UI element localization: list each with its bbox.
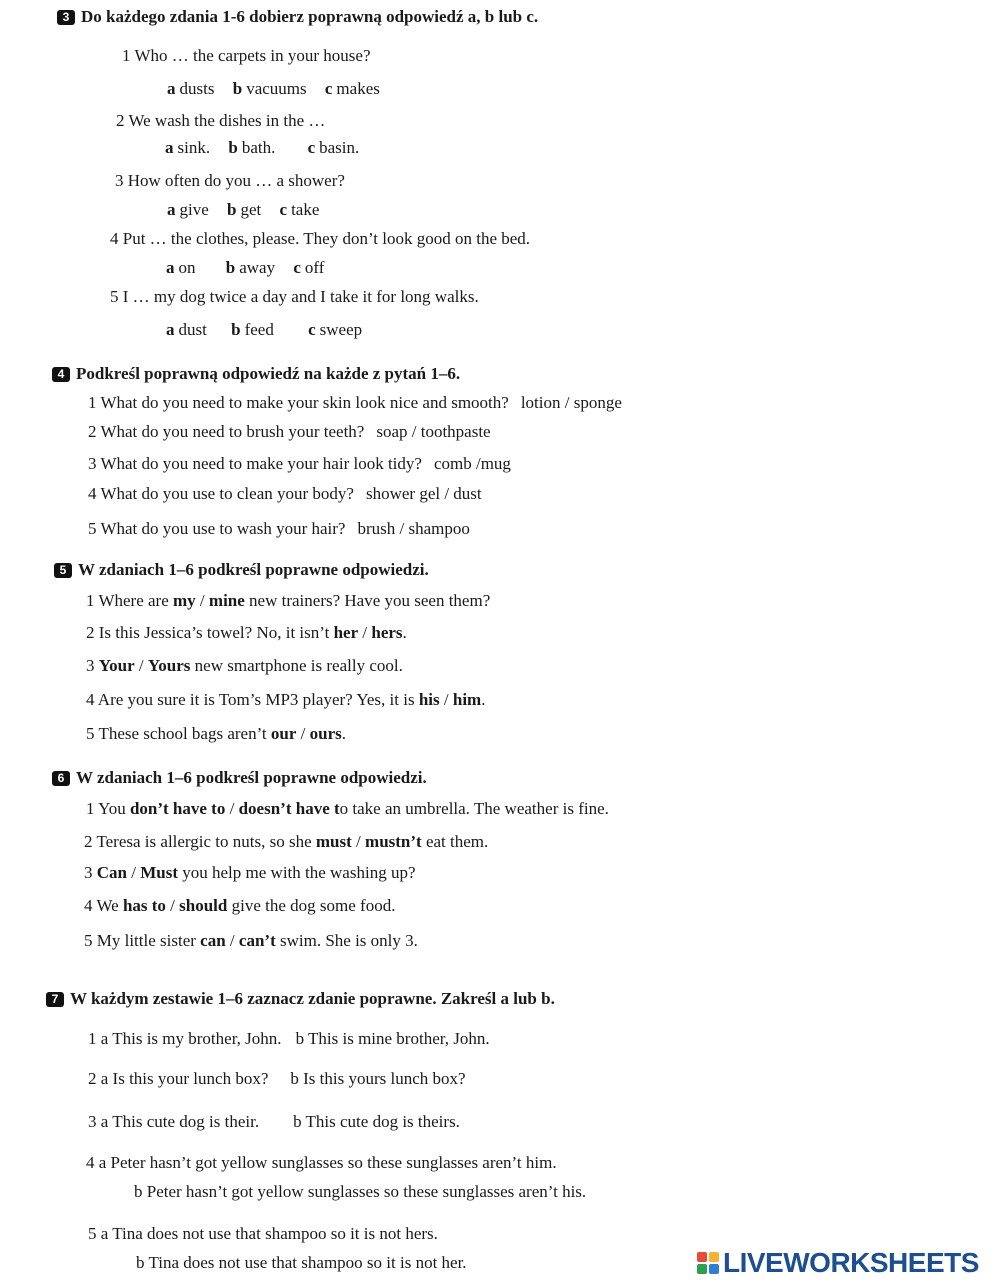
ex7-item-3 <box>88 1112 460 1132</box>
liveworksheets-logo <box>697 1247 979 1279</box>
choice-1[interactable]: don’t have to <box>129 799 226 818</box>
ex6-item-3: 3 Can / Must you help me with the washing up? <box>84 863 416 882</box>
ex4-item-3: 3 What do you need to make your hair look tidy? comb /mug <box>88 454 511 473</box>
choice-2[interactable]: ours <box>309 724 342 743</box>
choice-2[interactable]: hers <box>371 623 403 642</box>
ex4-item-1: 1 What do you need to make your skin look nice and smooth? lotion / sponge <box>88 393 622 412</box>
option-b[interactable]: b feed <box>231 320 274 339</box>
ex6-item-4: 4 We has to / should give the dog some food. <box>84 896 396 915</box>
answer-choice[interactable]: comb /mug <box>433 454 511 473</box>
ex4-item-4: 4 What do you use to clean your body? shower gel / dust <box>88 484 482 503</box>
option-c[interactable]: c basin. <box>307 138 360 157</box>
ex5-item-5: 5 These school bags aren’t our / ours. <box>86 724 347 743</box>
ex6-item-5: 5 My little sister can / can’t swim. She is only 3. <box>84 931 418 950</box>
exercise-3-header <box>57 7 538 27</box>
ex4-item-2: 2 What do you need to brush your teeth? soap / toothpaste <box>88 422 491 441</box>
ex7-item-2 <box>88 1069 466 1089</box>
exercise-6-header <box>52 768 427 788</box>
option-a[interactable]: a dust <box>166 320 207 339</box>
option-c[interactable]: c take <box>279 200 320 219</box>
exercise-5-instruction: W zdaniach 1–6 podkreśl poprawne odpowiedzi. <box>78 560 429 579</box>
choice-1[interactable]: has to <box>122 896 166 915</box>
ex6-item-1: 1 You don’t have to / doesn’t have to take an umbrella. The weather is fine. <box>86 799 609 818</box>
ex3-question-1: 1 Who … the carpets in your house? <box>122 46 371 65</box>
option-a[interactable]: 2 a Is this your lunch box? <box>88 1069 269 1088</box>
option-a[interactable]: a sink. <box>165 138 211 157</box>
exercise-4-header <box>52 364 460 384</box>
ex4-item-5: 5 What do you use to wash your hair? brush / shampoo <box>88 519 470 538</box>
exercise-3-instruction: Do każdego zdania 1-6 dobierz poprawną odpowiedź a, b lub c. <box>81 7 539 26</box>
ex3-options-1 <box>167 79 394 99</box>
option-a[interactable]: a on <box>166 258 196 277</box>
ex3-options-3 <box>167 200 333 220</box>
choice-2[interactable]: doesn’t have t <box>238 799 340 818</box>
choice-1[interactable]: Your <box>98 656 135 675</box>
ex3-question-4: 4 Put … the clothes, please. They don’t look good on the bed. <box>110 229 531 248</box>
ex6-item-2: 2 Teresa is allergic to nuts, so she must / mustn’t eat them. <box>84 832 489 851</box>
option-a[interactable]: 1 a This is my brother, John. <box>88 1029 282 1048</box>
ex7-item-4a[interactable]: 4 a Peter hasn’t got yellow sunglasses so these sunglasses aren’t him. <box>86 1153 557 1172</box>
exercise-number-badge: 6 <box>52 771 70 786</box>
choice-1[interactable]: must <box>315 832 352 851</box>
ex5-item-3: 3 Your / Yours new smartphone is really cool. <box>86 656 403 675</box>
logo-text: LIVEWORKSHEETS <box>723 1247 979 1278</box>
option-b[interactable]: b get <box>227 200 262 219</box>
ex5-item-2: 2 Is this Jessica’s towel? No, it isn’t her / hers. <box>86 623 407 642</box>
ex5-item-4: 4 Are you sure it is Tom’s MP3 player? Yes, it is his / him. <box>86 690 486 709</box>
liveworksheets-mark-icon <box>697 1252 719 1274</box>
option-a[interactable]: 3 a This cute dog is their. <box>88 1112 260 1131</box>
exercise-number-badge: 7 <box>46 992 64 1007</box>
ex3-options-5 <box>166 320 376 340</box>
option-c[interactable]: c makes <box>324 79 380 98</box>
option-b[interactable]: b bath. <box>228 138 276 157</box>
exercise-number-badge: 3 <box>57 10 75 25</box>
ex7-item-5a[interactable]: 5 a Tina does not use that shampoo so it is not hers. <box>88 1224 438 1243</box>
option-b[interactable]: b Is this yours lunch box? <box>290 1069 466 1088</box>
option-c[interactable]: c sweep <box>308 320 363 339</box>
option-a[interactable]: a give <box>167 200 209 219</box>
ex3-question-5: 5 I … my dog twice a day and I take it for long walks. <box>110 287 479 306</box>
answer-choice[interactable]: brush / shampoo <box>357 519 470 538</box>
answer-choice[interactable]: lotion / sponge <box>520 393 622 412</box>
choice-2[interactable]: him <box>452 690 482 709</box>
choice-2[interactable]: Must <box>140 863 178 882</box>
option-b[interactable]: b This cute dog is theirs. <box>293 1112 460 1131</box>
choice-2[interactable]: should <box>179 896 228 915</box>
ex7-item-5b[interactable]: b Tina does not use that shampoo so it is not her. <box>136 1253 467 1272</box>
choice-2[interactable]: can’t <box>238 931 276 950</box>
option-b[interactable]: b This is mine brother, John. <box>295 1029 490 1048</box>
ex7-item-4b[interactable]: b Peter hasn’t got yellow sunglasses so these sunglasses aren’t his. <box>134 1182 587 1201</box>
choice-1[interactable]: our <box>270 724 297 743</box>
option-b[interactable]: b vacuums <box>232 79 307 98</box>
choice-1[interactable]: her <box>333 623 359 642</box>
choice-2[interactable]: mustn’t <box>365 832 422 851</box>
ex3-options-4 <box>166 258 338 278</box>
choice-1[interactable]: my <box>173 591 196 610</box>
exercise-7-instruction: W każdym zestawie 1–6 zaznacz zdanie poprawne. Zakreśl a lub b. <box>70 989 555 1008</box>
choice-1[interactable]: Can <box>96 863 127 882</box>
ex3-question-3: 3 How often do you … a shower? <box>115 171 345 190</box>
option-a[interactable]: a dusts <box>167 79 215 98</box>
exercise-5-header <box>54 560 429 580</box>
answer-choice[interactable]: shower gel / dust <box>365 484 482 503</box>
ex3-options-2 <box>165 138 373 158</box>
choice-1[interactable]: can <box>200 931 226 950</box>
choice-2[interactable]: Yours <box>147 656 191 675</box>
ex3-question-2: 2 We wash the dishes in the … <box>116 111 326 130</box>
ex7-item-1 <box>88 1029 490 1049</box>
choice-1[interactable]: his <box>418 690 440 709</box>
exercise-number-badge: 4 <box>52 367 70 382</box>
answer-choice[interactable]: soap / toothpaste <box>376 422 491 441</box>
exercise-number-badge: 5 <box>54 563 72 578</box>
ex5-item-1: 1 Where are my / mine new trainers? Have you seen them? <box>86 591 491 610</box>
option-c[interactable]: c off <box>293 258 325 277</box>
exercise-4-instruction: Podkreśl poprawną odpowiedź na każde z pytań 1–6. <box>76 364 461 383</box>
option-b[interactable]: b away <box>225 258 276 277</box>
choice-2[interactable]: mine <box>208 591 245 610</box>
exercise-6-instruction: W zdaniach 1–6 podkreśl poprawne odpowiedzi. <box>76 768 427 787</box>
exercise-7-header <box>46 989 555 1009</box>
